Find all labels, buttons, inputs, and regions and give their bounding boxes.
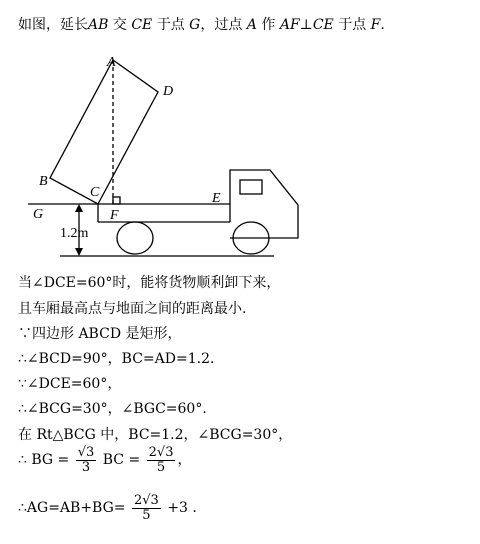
fraction-root3-over-3 xyxy=(76,446,97,474)
intro-text: 于点 xyxy=(156,17,185,33)
cab-window xyxy=(240,180,262,194)
fraction-numerator: 2√3 xyxy=(133,493,159,508)
label-b: B xyxy=(39,174,48,189)
solution-line-1: 当∠DCE=60°时，能将货物顺利卸下来， xyxy=(18,275,281,291)
truck-diagram xyxy=(0,0,480,270)
label-a: A xyxy=(107,55,116,70)
fraction-denominator: 5 xyxy=(156,459,166,475)
intro-text: 交 xyxy=(112,17,127,33)
height-arrow-bottom xyxy=(75,248,83,256)
label-e: E xyxy=(212,191,221,206)
intro-perp: ⊥ xyxy=(299,17,313,33)
fraction-denominator: 5 xyxy=(142,507,151,523)
intro-text: 如图，延长 xyxy=(18,17,88,33)
solution-line-5: ∵∠DCE=60°， xyxy=(18,376,122,392)
solution-line-4: ∴∠BCD=90°，BC=AD=1.2. xyxy=(18,351,215,367)
intro-ce: CE xyxy=(312,17,334,33)
solution-line-3: ∵四边形 ABCD 是矩形， xyxy=(18,326,182,342)
intro-ab: AB xyxy=(88,17,109,33)
intro-text: 于点 xyxy=(338,17,367,33)
solution-line-2: 且车厢最高点与地面之间的距离最小. xyxy=(18,301,247,317)
bg-equation-prefix: ∴ BG = xyxy=(18,452,74,469)
fraction-denominator: 3 xyxy=(81,459,91,475)
solution-line-9 xyxy=(18,494,197,522)
rectangle-abcd xyxy=(50,60,158,204)
solution-line-8 xyxy=(18,446,191,474)
bg-equation-end: ， xyxy=(177,452,192,469)
intro-text: 作 xyxy=(261,17,276,33)
fraction-2root3-over-5 xyxy=(147,446,176,474)
height-arrow-top xyxy=(75,204,83,212)
height-label: 1.2m xyxy=(60,226,89,241)
label-d: D xyxy=(163,84,174,99)
intro-text: ，过点 xyxy=(200,17,243,33)
label-c: C xyxy=(90,185,100,200)
intro-f: F xyxy=(370,17,381,33)
label-f: F xyxy=(110,208,119,223)
intro-a: A xyxy=(246,17,257,33)
right-angle-mark xyxy=(113,197,120,204)
solution-line-6: ∴∠BCG=30°，∠BGC=60°. xyxy=(18,401,207,417)
ag-equation-prefix: ∴AG=AB+BG= xyxy=(18,500,130,517)
intro-ce: CE xyxy=(131,17,153,33)
intro-af: AF xyxy=(279,17,300,33)
intro-g: G xyxy=(189,17,201,33)
solution-line-7: 在 Rt△BCG 中，BC=1.2，∠BCG=30°， xyxy=(18,427,293,443)
fraction-2root3-over-5 xyxy=(132,494,161,522)
rear-wheel xyxy=(117,222,153,254)
intro-text: . xyxy=(380,17,385,33)
fraction-numerator: √3 xyxy=(77,445,95,460)
fraction-numerator: 2√3 xyxy=(148,445,174,460)
bg-equation-middle: BC = xyxy=(98,452,145,469)
label-g: G xyxy=(33,207,44,222)
ag-equation-end: +3 . xyxy=(162,500,197,517)
